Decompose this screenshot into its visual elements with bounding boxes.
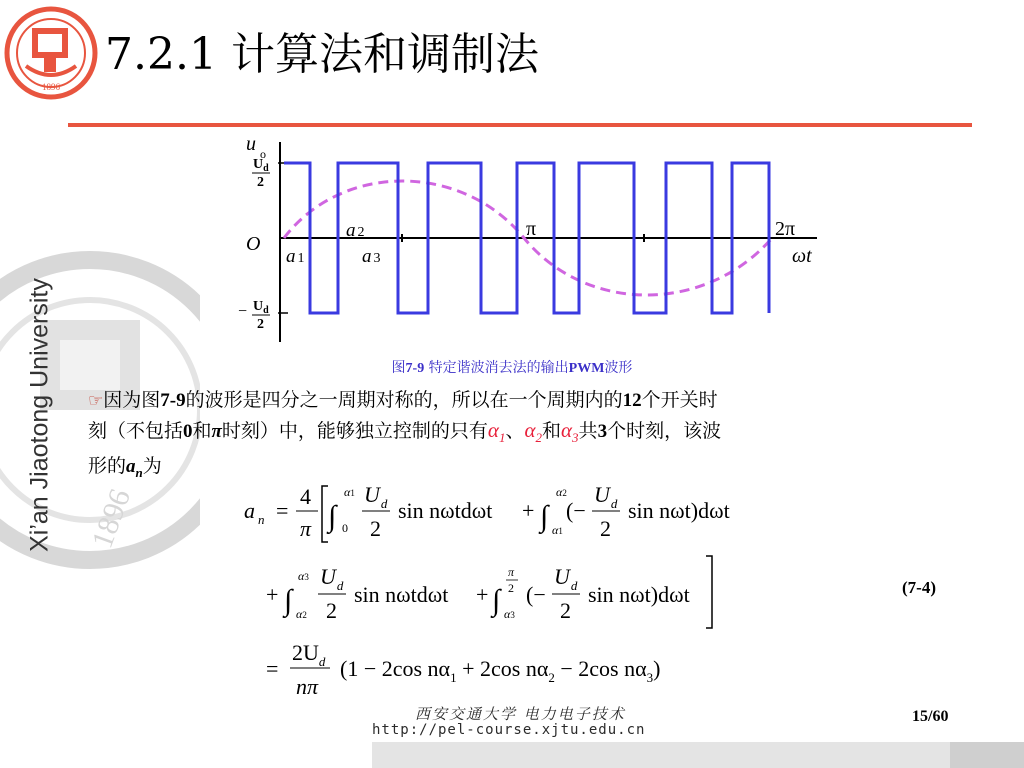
ud-lower-num: $U_d$ [253, 299, 269, 316]
pointing-hand-icon: ☞ [88, 391, 104, 411]
svg-text:π: π [300, 516, 312, 541]
equation-7-4 [236, 476, 736, 706]
slide-title: 7.2.1 计算法和调制法 [105, 29, 539, 80]
svg-text:Ud: $U_d$ [594, 482, 618, 511]
university-logo [4, 6, 98, 100]
alpha1-inline: $\alpha_1$ [487, 418, 506, 446]
svg-text:0: 0 [342, 521, 348, 535]
svg-text:Ud: $U_d$ [320, 564, 344, 593]
svg-text:a: a [244, 498, 255, 523]
alpha3-inline: $\alpha_3$ [561, 418, 579, 446]
y-axis-sub: o [260, 147, 266, 161]
svg-text:∫: ∫ [328, 500, 337, 533]
figure-caption: 图7-9 特定谐波消去法的输出PWM波形 [391, 360, 633, 376]
svg-text:+: + [522, 498, 535, 523]
equation-number: (7-4) [902, 578, 936, 597]
svg-text:=: = [276, 498, 289, 523]
svg-text:α3: α3 [298, 569, 309, 583]
svg-text:sin nωt)dωt: sin nωt)dωt [588, 582, 690, 607]
svg-text:Ud: $U_d$ [364, 482, 388, 511]
svg-text:2: 2 [370, 516, 381, 541]
pwm-waveform-figure [232, 132, 832, 347]
explanation-paragraph: ☞因为图7-9的波形是四分之一周期对称的，所以在一个周期内的12个开关时 刻（不包括0和π时刻）中，能够独立控制的只有$\alpha_1$、$\alpha_2$和$\alpha_3$共3个时刻，该波 形的$a_n$为 [88, 389, 722, 480]
footer-band [372, 742, 1024, 768]
ud-lower-sign: − [238, 303, 248, 320]
svg-text:nπ: nπ [296, 674, 319, 699]
svg-text:+: + [476, 582, 489, 607]
alpha2-label: a 2 [346, 220, 365, 241]
svg-text:sin nωtdωt: sin nωtdωt [354, 582, 449, 607]
watermark-year: 1896 [85, 484, 138, 553]
y-axis-label: u [246, 133, 256, 155]
logo-year: 1896 [42, 82, 60, 92]
svg-text:(−: (− [526, 582, 546, 607]
svg-text:Ud: $U_d$ [554, 564, 578, 593]
alpha1-label: a 1 [286, 246, 305, 267]
omega-t-label: ωt [792, 245, 812, 267]
svg-text:∫: ∫ [492, 584, 501, 617]
svg-text:α2: α2 [296, 607, 307, 621]
ud-upper-num: $U_d$ [253, 157, 269, 174]
svg-text:(1 − 2cos nα1 + 2cos nα2 − 2co: (1 − 2cos $n\alpha_1 + 2\cos$ $n\alpha_2 - 2\cos$ $n\alpha_3$) [340, 656, 661, 685]
svg-text:α1: α1 [552, 523, 563, 537]
svg-text:2: 2 [560, 598, 571, 623]
svg-text:sin nωtdωt: sin nωtdωt [398, 498, 493, 523]
pi-label: π [526, 218, 537, 240]
svg-text:2: 2 [600, 516, 611, 541]
svg-text:∫: ∫ [284, 584, 293, 617]
ud-upper-den: 2 [257, 175, 264, 190]
university-name-vertical: Xi’an Jiaotong University [25, 278, 54, 552]
svg-text:π: π [508, 565, 515, 579]
two-pi-label: 2π [775, 218, 796, 240]
alpha2-inline: $\alpha_2$ [524, 418, 542, 446]
svg-text:2: 2 [326, 598, 337, 623]
svg-text:=: = [266, 656, 279, 681]
footer-band-right [950, 742, 1024, 768]
footer-course-title: 西安交通大学 电力电子技术 [415, 705, 626, 723]
alpha3-label: a 3 [362, 246, 381, 267]
svg-text:∫: ∫ [540, 500, 549, 533]
origin-label: O [246, 233, 261, 255]
svg-text:2: 2 [508, 581, 514, 595]
svg-text:α3: α3 [504, 607, 515, 621]
svg-text:2Ud: $2U_d$ [292, 640, 326, 669]
svg-text:α2: α2 [556, 485, 567, 499]
svg-text:sin nωt)dωt: sin nωt)dωt [628, 498, 730, 523]
svg-text:n: n [258, 512, 265, 527]
ud-lower-den: 2 [257, 317, 264, 332]
svg-text:+: + [266, 582, 279, 607]
page-number: 15/60 [912, 708, 949, 725]
svg-text:(−: (− [566, 498, 586, 523]
footer-url: http://pel-course.xjtu.edu.cn [372, 722, 646, 738]
svg-text:α1: α1 [344, 485, 355, 499]
title-divider [68, 123, 972, 127]
svg-text:4: 4 [300, 484, 311, 509]
